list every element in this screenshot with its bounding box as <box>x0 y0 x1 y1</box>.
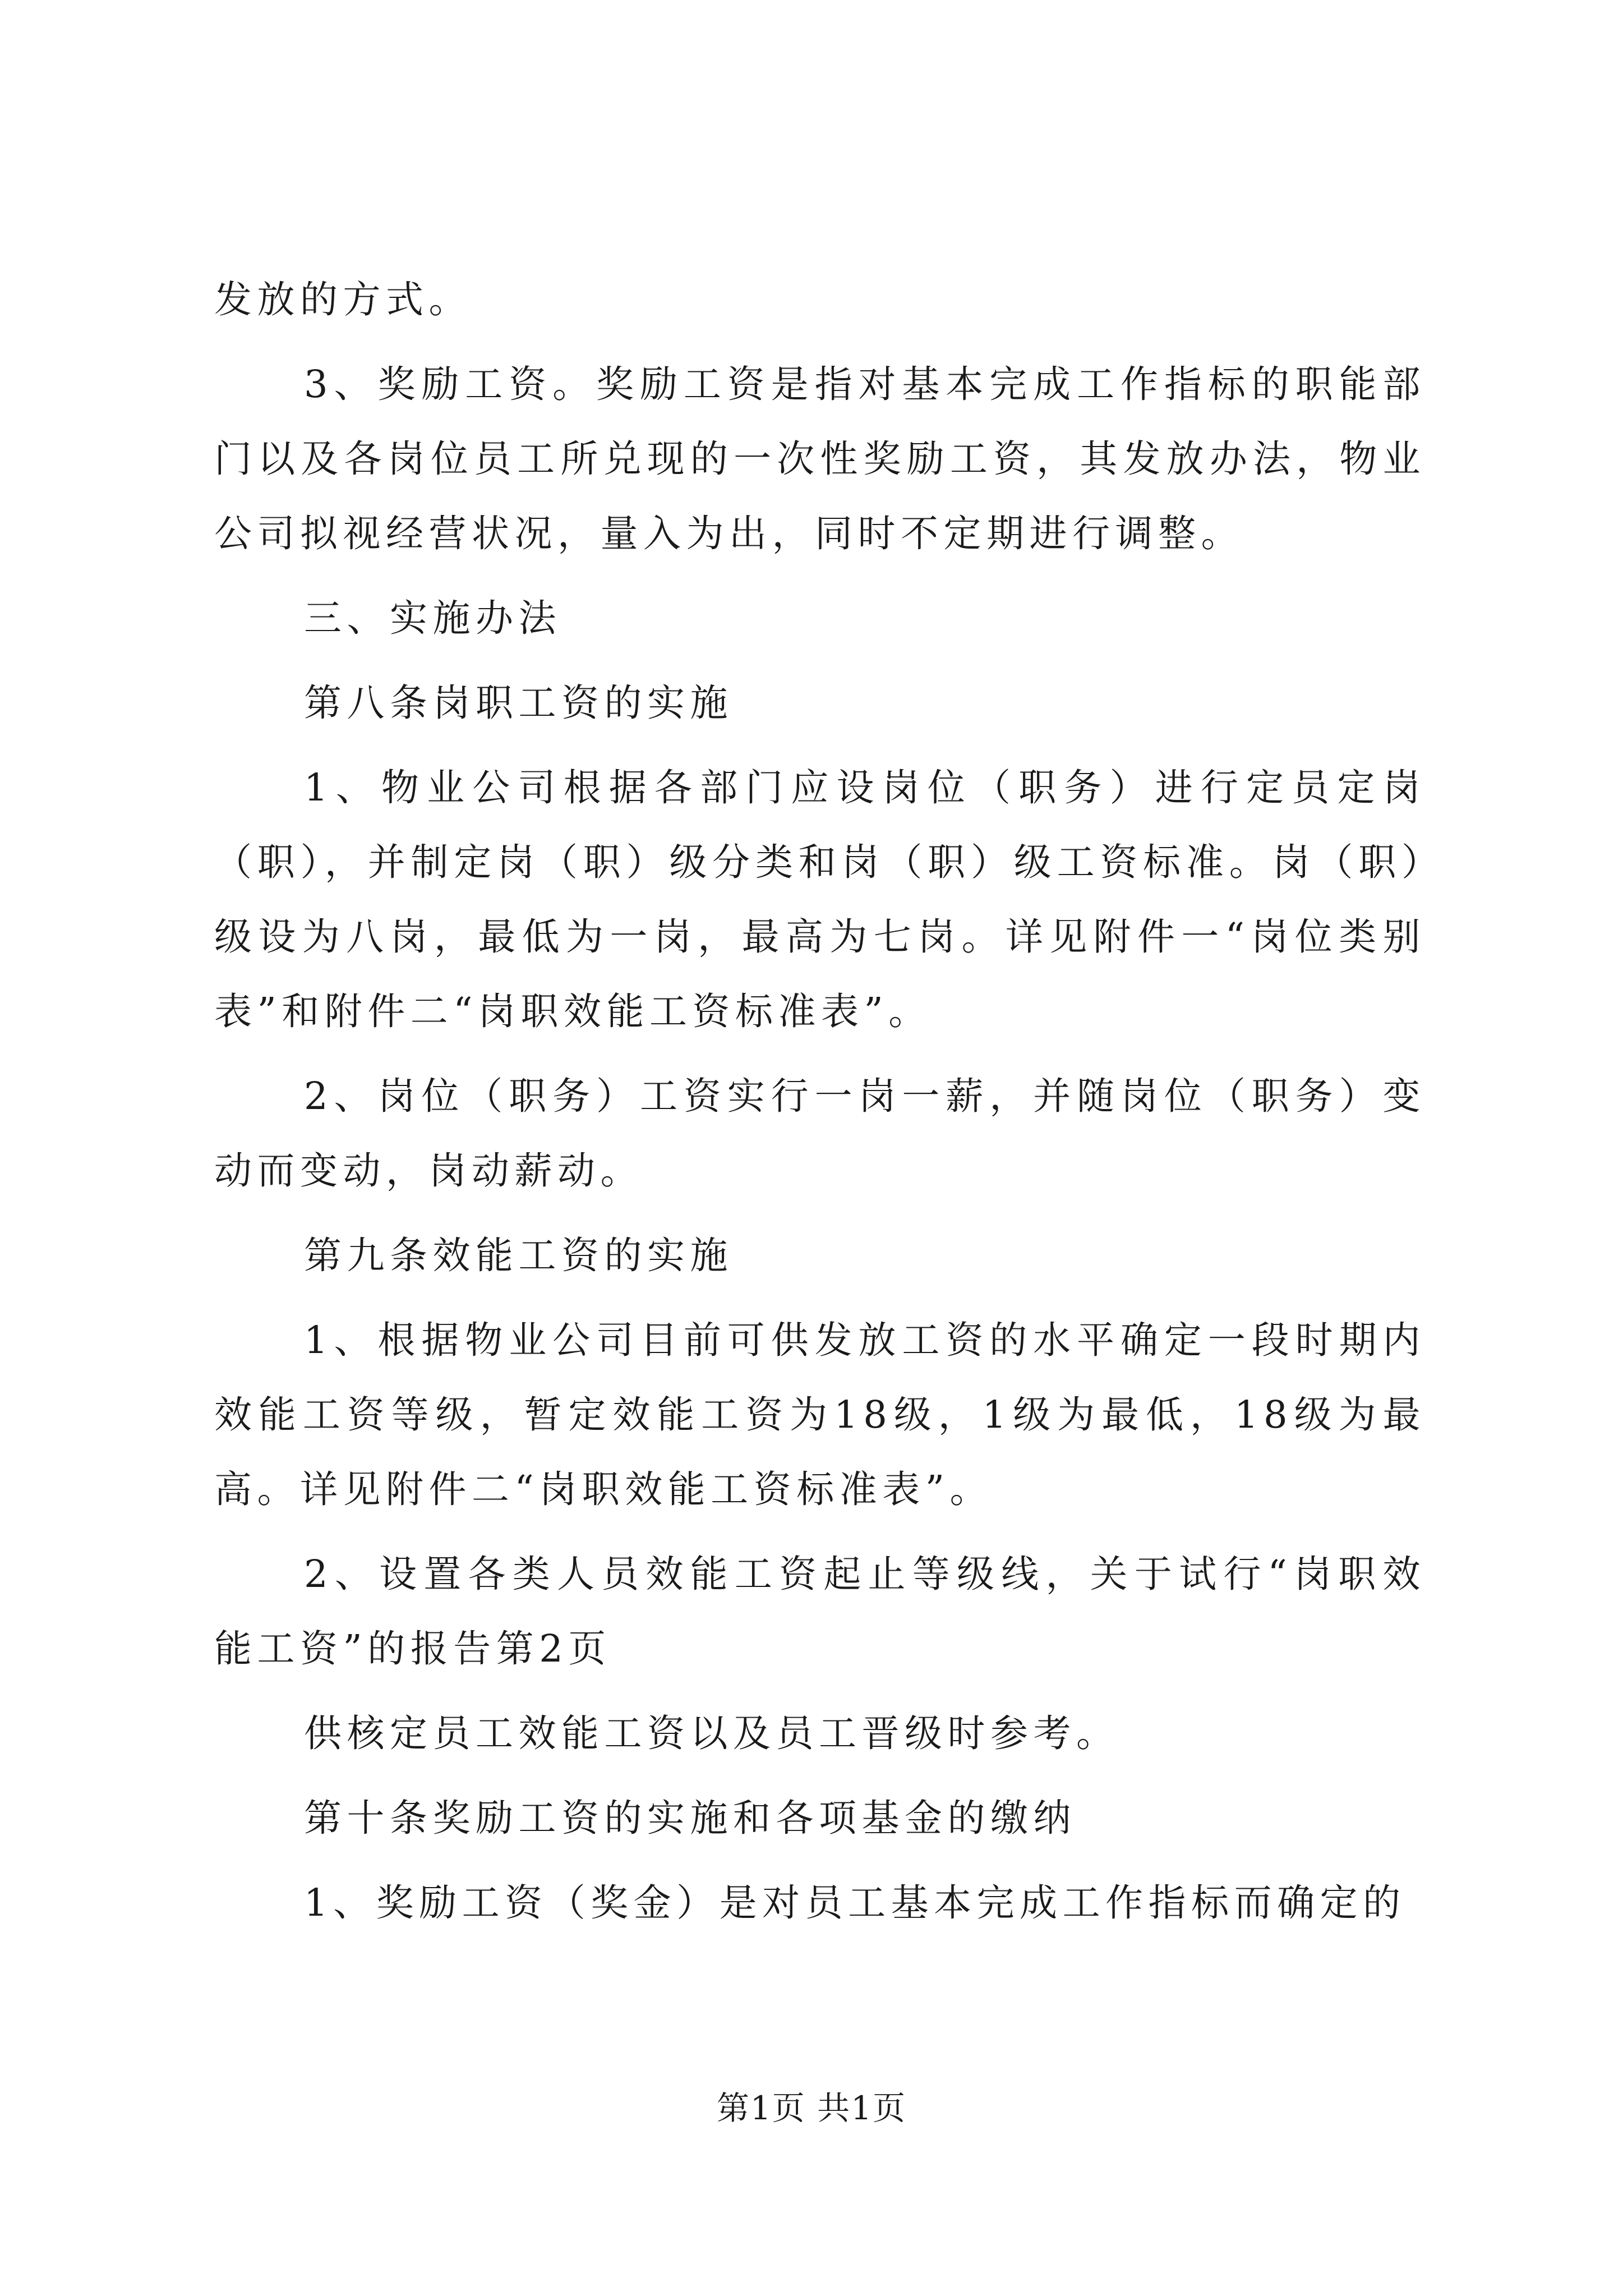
article-heading: 第八条岗职工资的实施 <box>304 681 733 725</box>
paragraph: 发放的方式。 <box>214 278 472 321</box>
page-footer: 第1页 共1页 <box>716 2089 907 2127</box>
paragraph: 3、奖励工资。奖励工资是指对基本完成工作指标的职能部门以及各岗位员工所兑现的一次性奖励工资，其发放办法，物业公司拟视经营状况，量入为出，同时不定期进行调整。 <box>214 362 1426 555</box>
article-heading: 第九条效能工资的实施 <box>304 1234 733 1277</box>
section-heading: 三、实施办法 <box>304 596 561 640</box>
paragraph: 供核定员工效能工资以及员工晋级时参考。 <box>304 1711 1119 1755</box>
paragraph: 2、设置各类人员效能工资起止等级线，关于试行“岗职效能工资”的报告第2页 <box>214 1552 1426 1671</box>
article-heading: 第十条奖励工资的实施和各项基金的缴纳 <box>304 1796 1076 1840</box>
paragraph: 2、岗位（职务）工资实行一岗一薪，并随岗位（职务）变动而变动，岗动薪动。 <box>214 1074 1426 1193</box>
paragraph: 1、奖励工资（奖金）是对员工基本完成工作指标而确定的 <box>304 1881 1406 1925</box>
paragraph: 1、物业公司根据各部门应设岗位（职务）进行定员定岗（职），并制定岗（职）级分类和岗（职）级工资标准。岗（职）级设为八岗，最低为一岗，最高为七岗。详见附件一“岗位类别表”和附件二“岗职效能工资标准表”。 <box>214 766 1426 1033</box>
paragraph: 1、根据物业公司目前可供发放工资的水平确定一段时期内效能工资等级，暂定效能工资为18级，1级为最低，18级为最高。详见附件二“岗职效能工资标准表”。 <box>214 1318 1426 1511</box>
document-body <box>214 263 1426 1950</box>
